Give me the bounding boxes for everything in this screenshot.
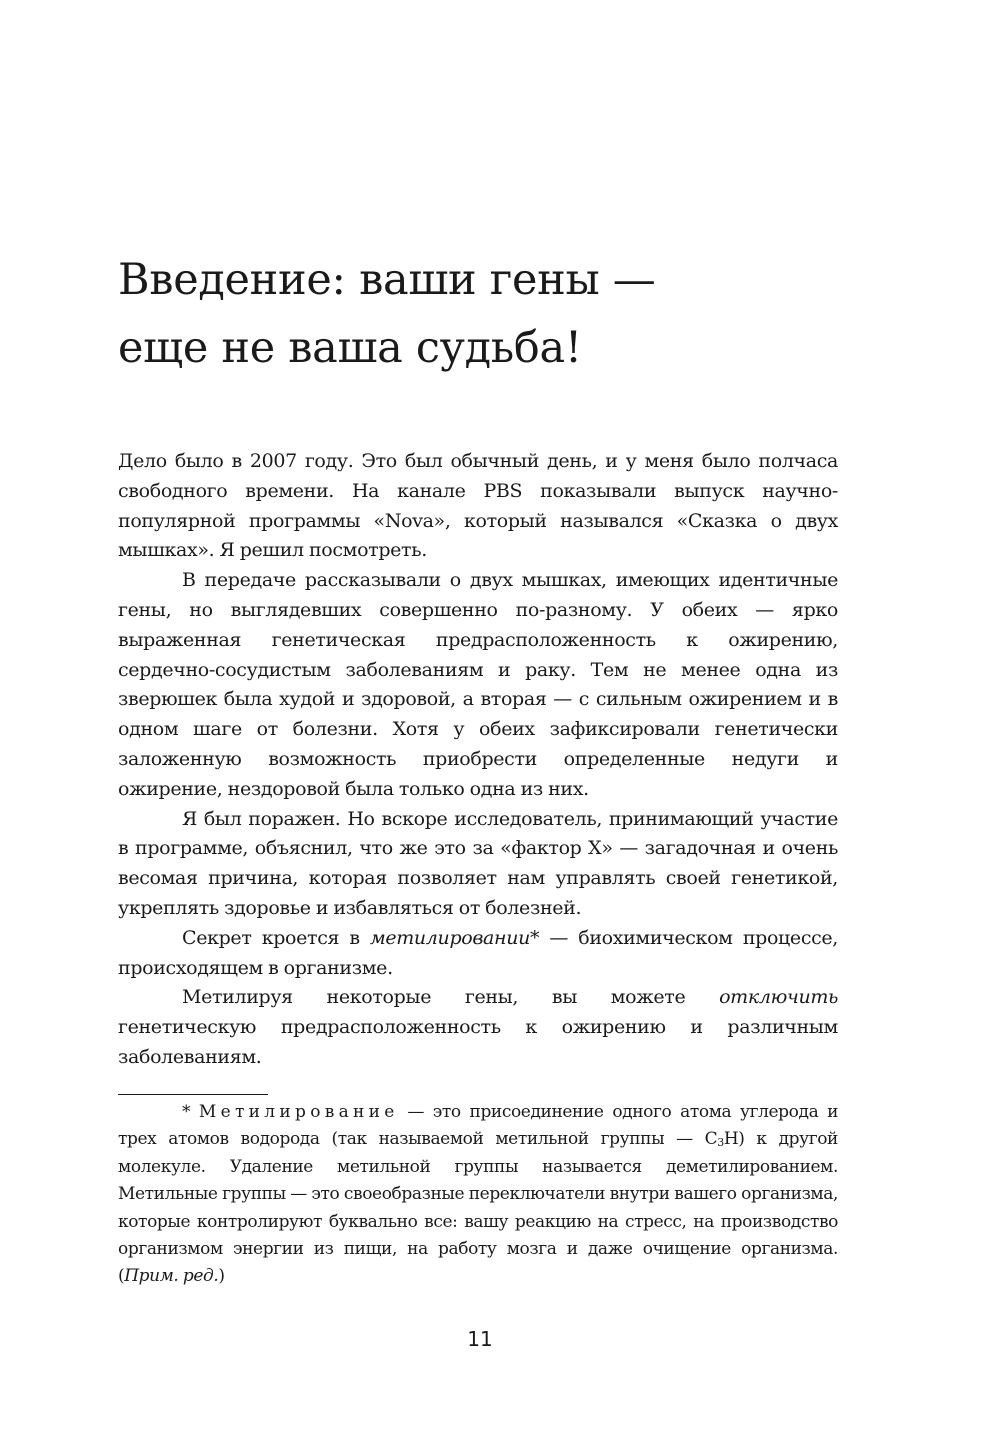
main-text bbox=[118, 447, 838, 1073]
paragraph-5-text-before: Метилируя некоторые гены, вы можете bbox=[182, 986, 720, 1009]
footnote-text-1: — это присоединение одного атома углерода и трех атомов водорода (так называемой метильной группы — C bbox=[118, 1102, 838, 1150]
footnote bbox=[118, 1099, 838, 1291]
footnote-subscript: 3 bbox=[717, 1136, 724, 1150]
footnote-divider bbox=[118, 1094, 268, 1095]
footnote-marker: * bbox=[182, 1102, 199, 1122]
paragraph-3: Я был поражен. Но вскоре исследователь, принимающий участие в программе, объяснил, что же это за «фактор X» — загадочная и очень весомая причина, которая позволяет нам управлять своей генетикой, укреплять здоровье и избавляться от болезней. bbox=[118, 807, 838, 919]
paragraph-5-emphasis: отключить bbox=[719, 986, 838, 1009]
footnote-text-2: H) к другой молекуле. Удаление метильной группы называется деметилированием. Метильные группы — это своеобразные переключатели внутри вашего организма, которые контролируют буквально все: вашу реакцию на стресс, на производство организмом энергии из пищи, на работу мозга и даже очищение организма. ( bbox=[118, 1129, 838, 1287]
paragraph-5-text-after: генетическую предрасположенность к ожирению и различным заболеваниям. bbox=[118, 1016, 838, 1068]
paragraph-1: Дело было в 2007 году. Это был обычный день, и у меня было полчаса свободного времени. На канале PBS показывали выпуск научно-популярной программы «Nova», который назывался «Сказка о двух мышках». Я решил посмотреть. bbox=[118, 450, 838, 562]
paragraph-5 bbox=[118, 983, 838, 1072]
footnote-editor-note: Прим. ред. bbox=[124, 1266, 219, 1287]
chapter-title-line-2: еще не ваша судьба! bbox=[118, 323, 582, 373]
chapter-title-line-1: Введение: ваши гены — bbox=[118, 255, 656, 305]
paragraph-2: В передаче рассказывали о двух мышках, имеющих идентичные гены, но выглядевших совершенно по-разному. У обеих — ярко выраженная генетическая предрасположенность к ожирению, сердечно-сосудистым заболеваниям и раку. Тем не менее одна из зверюшек была худой и здоровой, а вторая — с сильным ожирением и в одном шаге от болезни. Хотя у обеих зафиксировали генетически заложенную возможность приобрести определенные недуги и ожирение, нездоровой была только одна из них. bbox=[118, 569, 838, 800]
chapter-title bbox=[118, 246, 878, 382]
paragraph-4-text-before: Секрет кроется в bbox=[182, 926, 370, 949]
paragraph-4 bbox=[118, 924, 838, 984]
page-number: 11 bbox=[467, 1327, 493, 1351]
paragraph-4-text-after: * — биохимическом процессе, происходящем в организме. bbox=[118, 926, 838, 979]
paragraph-4-emphasis: метилировании bbox=[369, 926, 530, 949]
footnote-close-paren: ) bbox=[218, 1266, 225, 1287]
footnote-term: Метилирование bbox=[198, 1102, 399, 1122]
